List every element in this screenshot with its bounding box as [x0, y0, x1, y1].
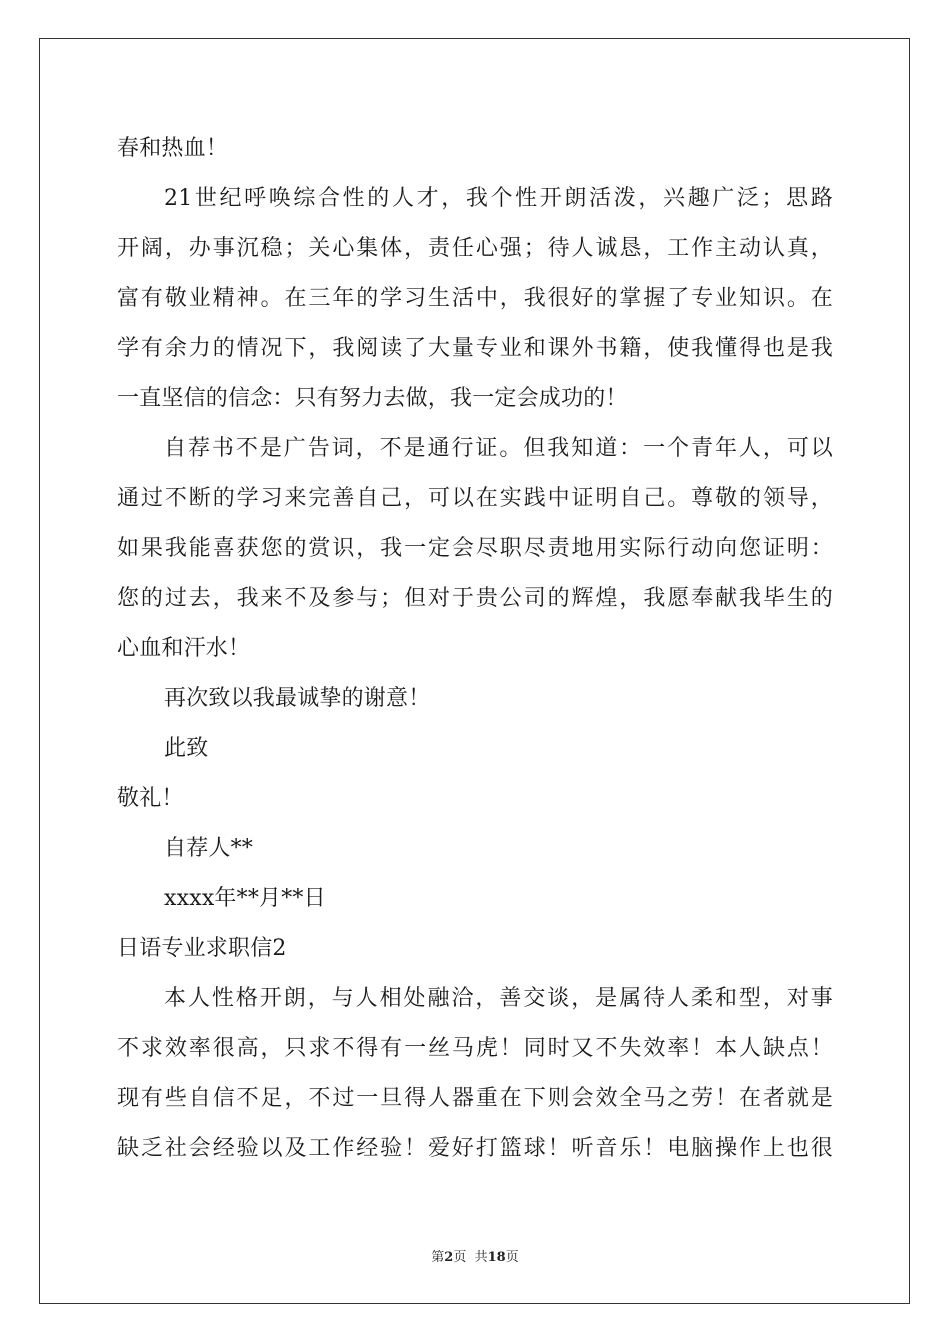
paragraph-first-line: 21世纪呼唤综合性的人才，我个性开朗活泼，兴趣广泛；思路 — [164, 186, 833, 211]
text-line: 如果我能喜获您的赏识，我一定会尽职尽责地用实际行动向您证明： — [117, 536, 833, 561]
text-line: 一直坚信的信念：只有努力去做，我一定会成功的！ — [117, 386, 628, 411]
page-current-number: 2 — [444, 1250, 454, 1265]
text-line: 缺乏社会经验以及工作经验！爱好打篮球！听音乐！电脑操作上也很 — [117, 1136, 833, 1161]
text-line: 富有敬业精神。在三年的学习生活中，我很好的掌握了专业知识。在 — [117, 286, 833, 311]
signature-name: 自荐人** — [164, 836, 254, 861]
text-line: 现有些自信不足，不过一旦得人器重在下则会效全马之劳！在者就是 — [117, 1086, 833, 1111]
text-line: 心血和汗水！ — [117, 636, 251, 661]
text-line: 不求效率很高，只求不得有一丝马虎！同时又不失效率！本人缺点！ — [117, 1036, 833, 1061]
page-prefix: 第 — [431, 1250, 445, 1265]
page-suffix: 页 — [505, 1250, 519, 1265]
document-body — [117, 124, 833, 1174]
page-mid: 页 共 — [453, 1250, 488, 1265]
signature-date: xxxx年**月**日 — [164, 886, 326, 911]
page-footer — [0, 1246, 950, 1265]
text-line: 您的过去，我来不及参与；但对于贵公司的辉煌，我愿奉献我毕生的 — [117, 586, 833, 611]
page-total-number: 18 — [487, 1250, 506, 1265]
text-line: 春和热血！ — [117, 136, 229, 161]
paragraph-first-line: 自荐书不是广告词，不是通行证。但我知道：一个青年人，可以 — [164, 436, 833, 461]
paragraph-first-line: 本人性格开朗，与人相处融洽，善交谈，是属待人柔和型，对事 — [164, 986, 833, 1011]
text-line: 学有余力的情况下，我阅读了大量专业和课外书籍，使我懂得也是我 — [117, 336, 833, 361]
closing-thanks: 再次致以我最诚挚的谢意！ — [164, 686, 431, 711]
closing-salutation: 此致 — [164, 736, 209, 761]
text-line: 通过不断的学习来完善自己，可以在实践中证明自己。尊敬的领导， — [117, 486, 833, 511]
section-title: 日语专业求职信2 — [117, 936, 287, 961]
text-line: 开阔，办事沉稳；关心集体，责任心强；待人诚恳，工作主动认真， — [117, 236, 833, 261]
closing-regards: 敬礼！ — [117, 786, 184, 811]
